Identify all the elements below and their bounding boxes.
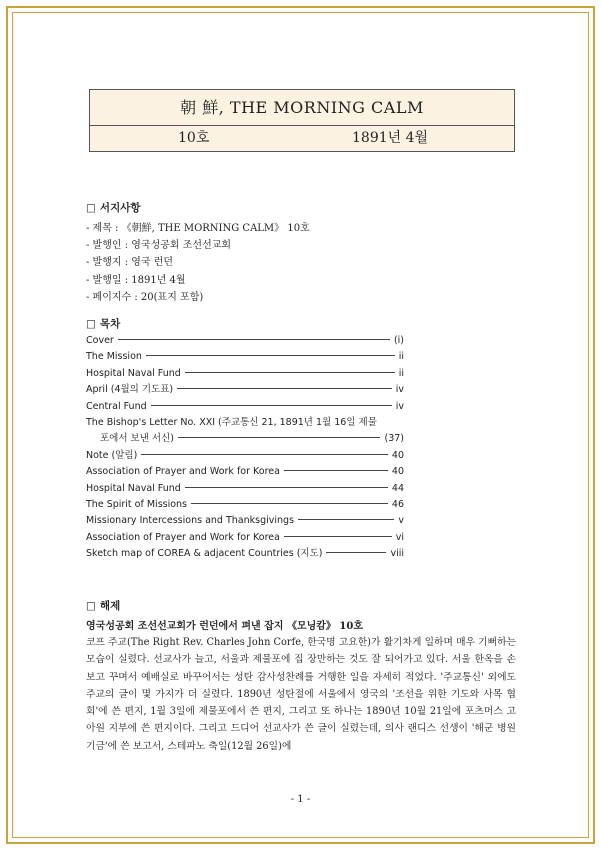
commentary-body: 코프 주교(The Right Rev. Charles John Corfe, 한국명 고요한)가 활기차게 일하며 매우 기뻐하는 모습이 실렸다. 선교사가 늘고, 서울과 제물포에 집 장만하는 것도 잘 되어가고 있다. 서울 한옥을 손보고 꾸며서 예배실로 바꾸어서는 성탄 감사성찬례를 거행한 일을 자세히 적었다. '주교통신' 외에도 주교의 글이 몇 가지가 더 실렸다. 1890년 성탄절에 서울에서 영국의 '조선을 위한 기도와 사목 협회'에 쓴 편지, 1월 3일에 제물포에서 쓴 편지, 그리고 또 하나는 1890년 10월 21일에 포츠머스 고아원 지부에 쓴 편지이다. 그리고 드디어 선교사가 쓴 글이 실렸는데, 의사 랜디스 선생이 '해군 병원 기금'에 쓴 보고서, 스테파노 축일(12월 26일)에 [86,637,516,752]
toc-entry: The Mission ii [86,351,404,363]
issue-number: 10호 [178,130,210,146]
issue-date: 1891년 4월 [352,130,429,146]
toc-entry: Missionary Intercessions and Thanksgivings v [86,515,404,527]
bibliography-item: - 발행일 : 1891년 4월 [86,274,186,286]
bibliography-list [86,220,310,306]
issue-row [90,126,514,151]
toc-entry: Note (알림) 40 [86,449,404,461]
table-of-contents [86,333,404,563]
toc-entry-continued: 포에서 보낸 서신) (37) [100,433,404,445]
toc-entry: Hospital Naval Fund 44 [86,482,404,494]
toc-entry: Cover (i) [86,335,404,346]
toc-entry: The Spirit of Missions 46 [86,499,404,511]
toc-entry: Sketch map of COREA & adjacent Countries (지도) viii [86,548,404,560]
toc-entry: Association of Prayer and Work for Korea 40 [86,466,404,478]
toc-entry: Association of Prayer and Work for Korea vi [86,531,404,543]
bibliography-item: - 발행인 : 영국성공회 조선선교회 [86,240,232,252]
bibliography-item: - 발행지 : 영국 런던 [86,257,174,269]
square-bullet-icon: □ [86,318,96,330]
square-bullet-icon: □ [86,600,96,612]
toc-entry: Hospital Naval Fund ii [86,367,404,379]
title-box [89,89,515,152]
toc-entry: The Bishop's Letter No. XXI (주교통신 21, 1891년 1월 16일 제물 [86,417,377,429]
page-number: - 1 - [290,794,311,805]
square-bullet-icon: □ [86,202,96,214]
commentary-heading: □ 해제 [86,600,121,612]
toc-entry: April (4월의 기도표) iv [86,384,404,396]
toc-entry: Central Fund iv [86,400,404,412]
bibliography-item: - 제목 : 《朝鮮, THE MORNING CALM》 10호 [86,223,310,234]
publication-title: 朝 鮮, THE MORNING CALM [90,90,514,126]
bibliography-item: - 페이지수 : 20(표지 포함) [86,291,204,303]
commentary-subheading: 영국성공회 조선선교회가 런던에서 펴낸 잡지 《모닝캄》 10호 [86,621,363,632]
toc-heading: □ 목차 [86,318,121,330]
bibliography-heading: □ 서지사항 [86,202,141,214]
